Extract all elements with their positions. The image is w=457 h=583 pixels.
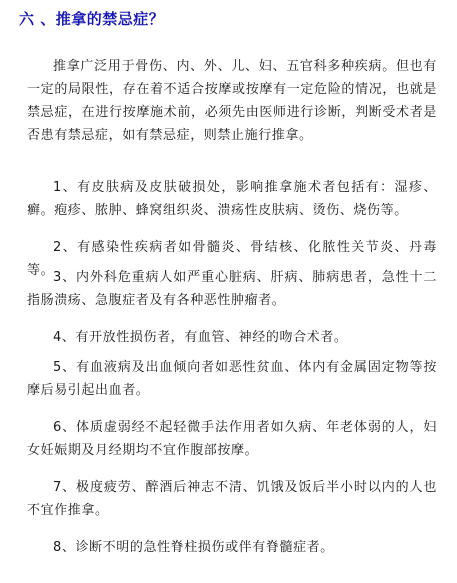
contraindication-item-4: 4、有开放性损伤者，有血管、神经的吻合术者。 — [53, 330, 348, 345]
contraindication-item-2: 2、有感染性疾病者如骨髓炎、骨结核、化脓性关节炎、丹毒等。 — [27, 240, 437, 278]
section-title: 六 、推拿的禁忌症？ — [19, 10, 165, 28]
contraindication-item-6: 6、体质虚弱经不起轻微手法作用者如久病、年老体弱的人，妇女妊娠期及月经期均不宜作腹部按摩。 — [27, 420, 437, 458]
intro-paragraph: 推拿广泛用于骨伤、内、外、儿、妇、五官科多种疾病。但也有一定的局限性，存在着不适合按摩或按摩有一定危险的情况，也就是禁忌症，在进行按摩施术前，必须先由医师进行诊断，判断受术者是否患有禁忌症，如有禁忌症，则禁止施行推拿。 — [27, 59, 437, 143]
contraindication-item-7: 7、极度疲劳、醉酒后神志不清、饥饿及饭后半小时以内的人也不宜作推拿。 — [27, 480, 437, 518]
contraindication-item-1: 1、有皮肤病及皮肤破损处，影响推拿施术者包括有：湿疹、癣。疱疹、脓肿、蜂窝组织炎、溃疡性皮肤病、烫伤、烧伤等。 — [27, 180, 437, 218]
contraindication-item-8: 8、诊断不明的急性脊柱损伤或伴有脊髓症者。 — [53, 540, 334, 555]
contraindication-item-5: 5、有血液病及出血倾向者如恶性贫血、体内有金属固定物等按摩后易引起出血者。 — [27, 360, 437, 398]
contraindication-item-3: 3、内外科危重病人如严重心脏病、肝病、肺病患者，急性十二指肠溃疡、急腹症者及有各种恶性肿瘤者。 — [27, 270, 437, 308]
